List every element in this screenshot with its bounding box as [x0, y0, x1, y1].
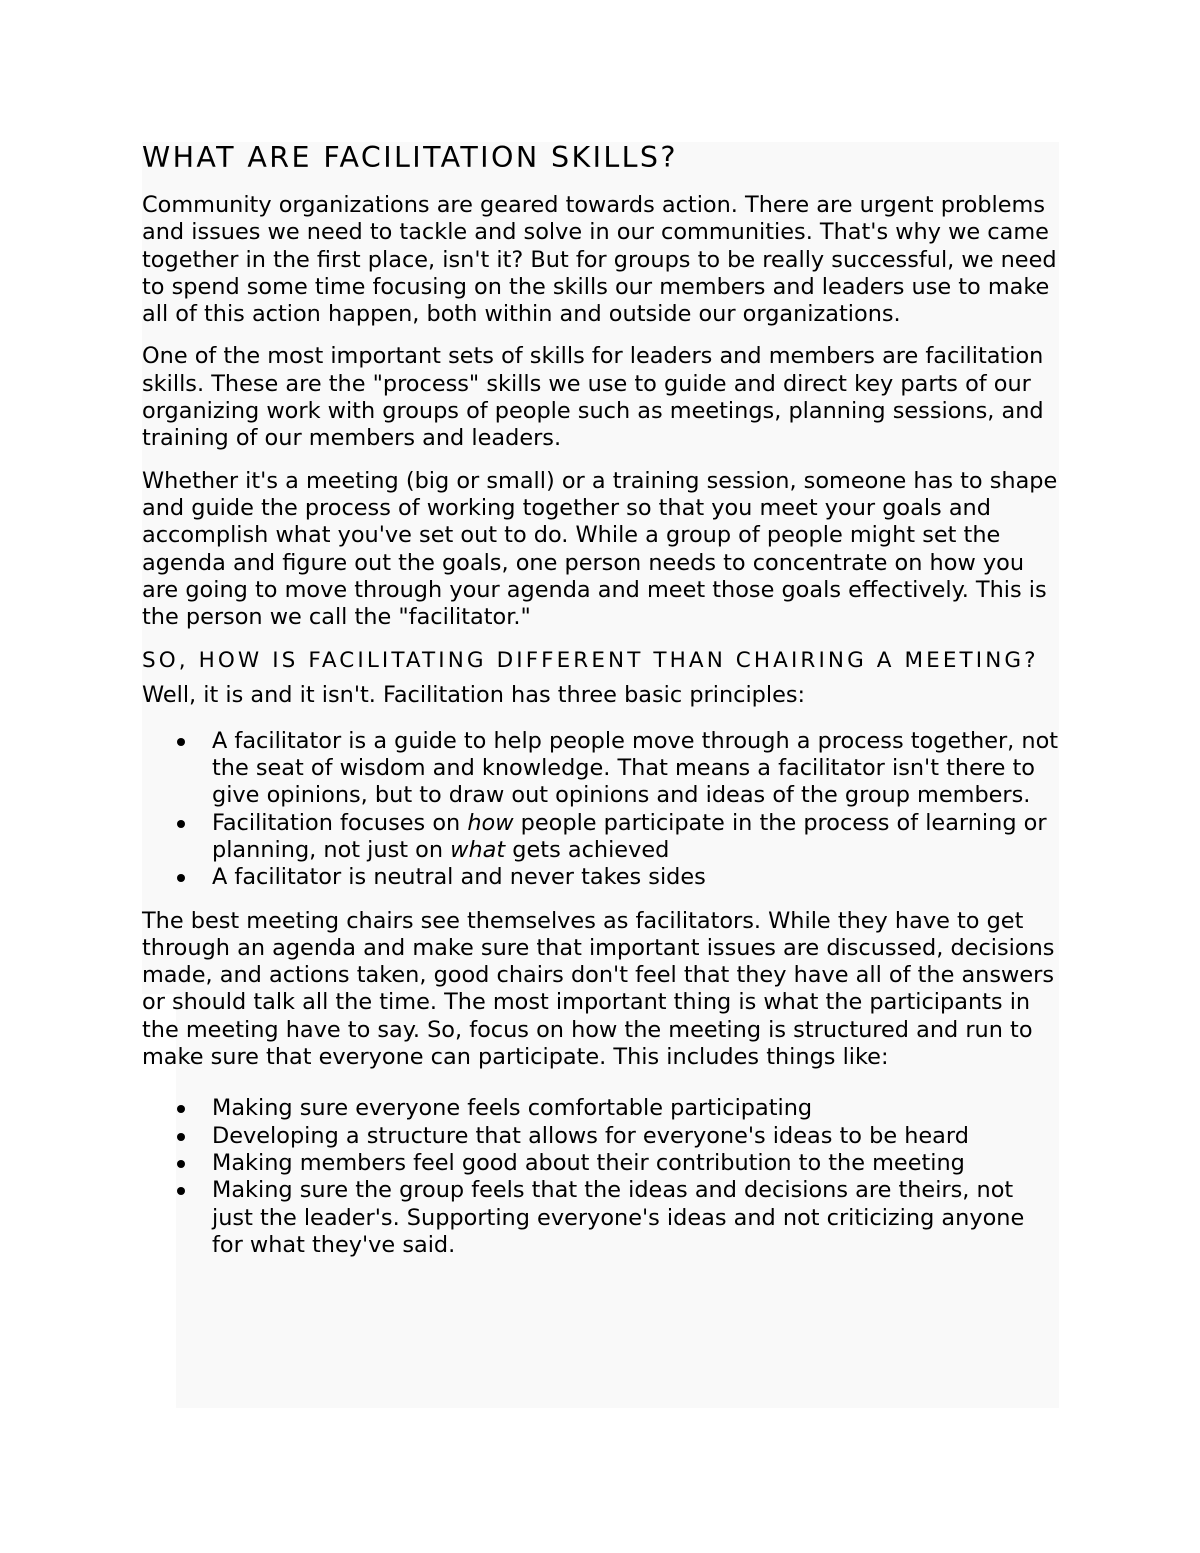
principle-2-text-a: Facilitation focuses on	[212, 809, 468, 836]
list-item: Developing a structure that allows for everyone's ideas to be heard	[212, 1123, 1059, 1150]
principle-2-emphasis-what: what	[450, 836, 506, 863]
principle-3-text: A facilitator is neutral and never takes sides	[212, 864, 706, 891]
chairs-paragraph: The best meeting chairs see themselves as facilitators. While they have to get through an agenda and make sure that important issues are discussed, decisions made, and actions taken, good chairs don't feel that they have all of the answers or should talk all the time. The most important thing is what the participants in the meeting have to say. So, focus on how the meeting is structured and run to make sure that everyone can participate. This includes things like:	[142, 907, 1055, 1071]
intro-paragraph-2: One of the most important sets of skills for leaders and members are facilitation skills. These are the "process" skills we use to guide and direct key parts of our organizing work with groups of people such as meetings, planning sessions, and training of our members and leaders.	[142, 343, 1044, 452]
principles-intro: Well, it is and it isn't. Facilitation has three basic principles:	[142, 682, 806, 709]
page-title: WHAT ARE FACILITATION SKILLS?	[142, 141, 678, 174]
principles-list	[142, 728, 1059, 892]
list-item: Making members feel good about their contribution to the meeting	[212, 1150, 1059, 1177]
list-item: Making sure the group feels that the ideas and decisions are theirs, not just the leader's. Supporting everyone's ideas and not criticizing anyone for what they've said.	[212, 1177, 1059, 1259]
intro-paragraph-3: Whether it's a meeting (big or small) or a training session, someone has to shape and guide the process of working together so that you meet your goals and accomplish what you've set out to do. While a group of people might set the agenda and figure out the goals, one person needs to concentrate on how you are going to move through your agenda and meet those goals effectively. This is the person we call the "facilitator."	[142, 467, 1058, 631]
intro-paragraph-1: Community organizations are geared towards action. There are urgent problems and issues we need to tackle and solve in our communities. That's why we came together in the first place, isn't it? But for groups to be really successful, we need to spend some time focusing on the skills our members and leaders use to make all of this action happen, both within and outside our organizations.	[142, 192, 1057, 328]
list-item: Making sure everyone feels comfortable participating	[212, 1095, 1059, 1122]
principle-1-text: A facilitator is a guide to help people move through a process together, not the seat of wisdom and knowledge. That means a facilitator isn't there to give opinions, but to draw out opinions and ideas of the group members.	[212, 727, 1059, 809]
section-heading: SO, HOW IS FACILITATING DIFFERENT THAN CHAIRING A MEETING?	[142, 648, 1039, 674]
list-item	[212, 728, 1059, 810]
list-item	[212, 864, 1059, 891]
principle-2-emphasis-how: how	[467, 809, 514, 836]
chair-practices-list	[142, 1095, 1059, 1259]
principle-2-text-c: gets achieved	[505, 836, 670, 863]
principle-2-text-b: people participate in the process of learning or planning, not just on	[212, 809, 1047, 863]
document-body	[142, 140, 1059, 1275]
list-item	[212, 810, 1059, 865]
